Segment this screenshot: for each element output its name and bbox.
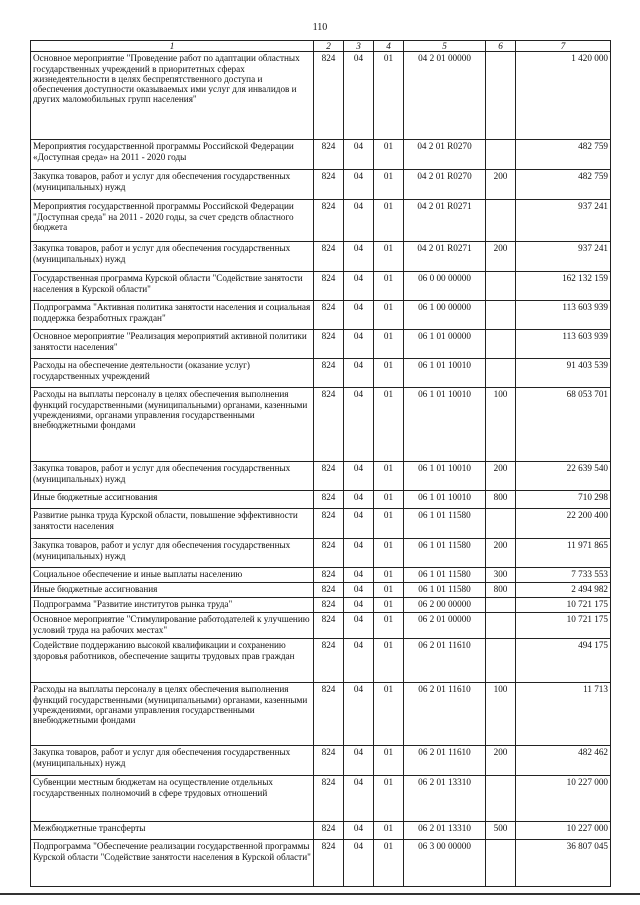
cell-pr: 01 bbox=[374, 583, 404, 598]
cell-rz: 04 bbox=[344, 509, 374, 539]
cell-name: Расходы на обеспечение деятельности (оказание услуг) государственных учреждений bbox=[31, 359, 314, 388]
page-number: 110 bbox=[312, 22, 328, 33]
cell-rz: 04 bbox=[344, 462, 374, 491]
cell-sum: 482 462 bbox=[516, 746, 611, 776]
cell-sum: 10 227 000 bbox=[516, 822, 611, 840]
cell-ved: 824 bbox=[314, 359, 344, 388]
cell-vr: 200 bbox=[486, 539, 516, 568]
cell-name: Развитие рынка труда Курской области, повышение эффективности занятости населения bbox=[31, 509, 314, 539]
bottom-rule bbox=[0, 893, 640, 895]
cell-csr: 04 2 01 R0270 bbox=[404, 170, 486, 200]
cell-csr: 06 3 00 00000 bbox=[404, 840, 486, 887]
table-row bbox=[31, 539, 611, 568]
cell-rz: 04 bbox=[344, 840, 374, 887]
cell-csr: 06 1 01 11580 bbox=[404, 568, 486, 583]
cell-pr: 01 bbox=[374, 568, 404, 583]
cell-rz: 04 bbox=[344, 170, 374, 200]
table-row bbox=[31, 683, 611, 746]
cell-csr: 06 1 01 11580 bbox=[404, 539, 486, 568]
cell-vr: 200 bbox=[486, 462, 516, 491]
cell-csr: 06 1 01 10010 bbox=[404, 462, 486, 491]
cell-vr: 100 bbox=[486, 388, 516, 462]
cell-rz: 04 bbox=[344, 330, 374, 359]
cell-name: Подпрограмма "Активная политика занятости населения и социальная поддержка безработных граждан" bbox=[31, 301, 314, 330]
cell-csr: 06 2 01 11610 bbox=[404, 683, 486, 746]
cell-pr: 01 bbox=[374, 200, 404, 242]
cell-pr: 01 bbox=[374, 746, 404, 776]
cell-ved: 824 bbox=[314, 822, 344, 840]
cell-vr: 100 bbox=[486, 683, 516, 746]
cell-vr: 800 bbox=[486, 583, 516, 598]
cell-name: Мероприятия государственной программы Российской Федерации "Доступная среда" на 2011 - 2020 годы, за счет средств областного бюджета bbox=[31, 200, 314, 242]
cell-pr: 01 bbox=[374, 509, 404, 539]
header-col-5: 5 bbox=[404, 41, 486, 52]
cell-csr: 06 2 00 00000 bbox=[404, 598, 486, 613]
cell-rz: 04 bbox=[344, 359, 374, 388]
cell-csr: 06 2 01 11610 bbox=[404, 746, 486, 776]
table-row bbox=[31, 301, 611, 330]
cell-pr: 01 bbox=[374, 776, 404, 822]
cell-ved: 824 bbox=[314, 776, 344, 822]
cell-ved: 824 bbox=[314, 52, 344, 140]
table-row bbox=[31, 840, 611, 887]
cell-pr: 01 bbox=[374, 52, 404, 140]
cell-name: Закупка товаров, работ и услуг для обеспечения государственных (муниципальных) нужд bbox=[31, 170, 314, 200]
cell-csr: 06 1 01 10010 bbox=[404, 491, 486, 509]
cell-pr: 01 bbox=[374, 822, 404, 840]
cell-name: Подпрограмма "Развитие институтов рынка труда" bbox=[31, 598, 314, 613]
cell-csr: 06 1 00 00000 bbox=[404, 301, 486, 330]
cell-sum: 162 132 159 bbox=[516, 272, 611, 301]
cell-ved: 824 bbox=[314, 140, 344, 170]
cell-pr: 01 bbox=[374, 683, 404, 746]
cell-vr bbox=[486, 52, 516, 140]
cell-csr: 06 1 01 11580 bbox=[404, 583, 486, 598]
table-row bbox=[31, 613, 611, 639]
cell-name: Закупка товаров, работ и услуг для обеспечения государственных (муниципальных) нужд bbox=[31, 746, 314, 776]
cell-sum: 68 053 701 bbox=[516, 388, 611, 462]
cell-ved: 824 bbox=[314, 509, 344, 539]
cell-rz: 04 bbox=[344, 583, 374, 598]
cell-pr: 01 bbox=[374, 639, 404, 683]
cell-rz: 04 bbox=[344, 822, 374, 840]
cell-vr bbox=[486, 776, 516, 822]
cell-ved: 824 bbox=[314, 746, 344, 776]
cell-pr: 01 bbox=[374, 491, 404, 509]
cell-name: Основное мероприятие "Стимулирование работодателей к улучшению условий труда на рабочих местах" bbox=[31, 613, 314, 639]
cell-name: Мероприятия государственной программы Российской Федерации «Доступная среда» на 2011 - 2020 годы bbox=[31, 140, 314, 170]
table-row bbox=[31, 330, 611, 359]
cell-rz: 04 bbox=[344, 568, 374, 583]
cell-pr: 01 bbox=[374, 613, 404, 639]
cell-sum: 2 494 982 bbox=[516, 583, 611, 598]
cell-csr: 04 2 01 00000 bbox=[404, 52, 486, 140]
cell-sum: 10 227 000 bbox=[516, 776, 611, 822]
cell-csr: 04 2 01 R0271 bbox=[404, 242, 486, 272]
table-row bbox=[31, 583, 611, 598]
cell-ved: 824 bbox=[314, 613, 344, 639]
cell-ved: 824 bbox=[314, 301, 344, 330]
cell-ved: 824 bbox=[314, 539, 344, 568]
cell-rz: 04 bbox=[344, 639, 374, 683]
table-body bbox=[31, 52, 611, 887]
cell-sum: 482 759 bbox=[516, 140, 611, 170]
cell-rz: 04 bbox=[344, 272, 374, 301]
cell-csr: 06 2 01 13310 bbox=[404, 822, 486, 840]
cell-vr bbox=[486, 200, 516, 242]
table-row bbox=[31, 509, 611, 539]
cell-vr: 800 bbox=[486, 491, 516, 509]
cell-rz: 04 bbox=[344, 301, 374, 330]
cell-name: Основное мероприятие "Реализация мероприятий активной политики занятости населения" bbox=[31, 330, 314, 359]
cell-name: Закупка товаров, работ и услуг для обеспечения государственных (муниципальных) нужд bbox=[31, 539, 314, 568]
cell-sum: 494 175 bbox=[516, 639, 611, 683]
table-row bbox=[31, 140, 611, 170]
cell-name: Субвенции местным бюджетам на осуществление отдельных государственных полномочий в сфере трудовых отношений bbox=[31, 776, 314, 822]
cell-ved: 824 bbox=[314, 272, 344, 301]
table-row bbox=[31, 242, 611, 272]
cell-csr: 04 2 01 R0271 bbox=[404, 200, 486, 242]
cell-rz: 04 bbox=[344, 200, 374, 242]
cell-sum: 91 403 539 bbox=[516, 359, 611, 388]
cell-sum: 11 713 bbox=[516, 683, 611, 746]
cell-sum: 937 241 bbox=[516, 242, 611, 272]
cell-vr bbox=[486, 509, 516, 539]
cell-name: Иные бюджетные ассигнования bbox=[31, 583, 314, 598]
cell-sum: 482 759 bbox=[516, 170, 611, 200]
cell-csr: 06 2 01 11610 bbox=[404, 639, 486, 683]
cell-ved: 824 bbox=[314, 568, 344, 583]
cell-rz: 04 bbox=[344, 491, 374, 509]
cell-csr: 04 2 01 R0270 bbox=[404, 140, 486, 170]
cell-csr: 06 1 01 10010 bbox=[404, 359, 486, 388]
cell-sum: 36 807 045 bbox=[516, 840, 611, 887]
table-row bbox=[31, 639, 611, 683]
cell-ved: 824 bbox=[314, 330, 344, 359]
cell-vr bbox=[486, 598, 516, 613]
cell-ved: 824 bbox=[314, 840, 344, 887]
cell-pr: 01 bbox=[374, 301, 404, 330]
cell-name: Расходы на выплаты персоналу в целях обеспечения выполнения функций государственными (муниципальными) органами, казенными учреждениями, органами управления государственными внебюджетными фондами bbox=[31, 388, 314, 462]
cell-name: Иные бюджетные ассигнования bbox=[31, 491, 314, 509]
cell-ved: 824 bbox=[314, 683, 344, 746]
cell-sum: 10 721 175 bbox=[516, 598, 611, 613]
table-row bbox=[31, 52, 611, 140]
cell-csr: 06 1 01 10010 bbox=[404, 388, 486, 462]
cell-rz: 04 bbox=[344, 683, 374, 746]
cell-name: Содействие поддержанию высокой квалификации и сохранению здоровья работников, обеспечение защиты трудовых прав граждан bbox=[31, 639, 314, 683]
cell-vr bbox=[486, 613, 516, 639]
table-row bbox=[31, 170, 611, 200]
table-row bbox=[31, 568, 611, 583]
header-col-7: 7 bbox=[516, 41, 611, 52]
cell-vr: 500 bbox=[486, 822, 516, 840]
cell-sum: 113 603 939 bbox=[516, 301, 611, 330]
cell-pr: 01 bbox=[374, 359, 404, 388]
cell-name: Социальное обеспечение и иные выплаты населению bbox=[31, 568, 314, 583]
cell-rz: 04 bbox=[344, 52, 374, 140]
cell-csr: 06 1 01 11580 bbox=[404, 509, 486, 539]
cell-ved: 824 bbox=[314, 242, 344, 272]
cell-sum: 7 733 553 bbox=[516, 568, 611, 583]
cell-pr: 01 bbox=[374, 598, 404, 613]
cell-name: Межбюджетные трансферты bbox=[31, 822, 314, 840]
cell-vr bbox=[486, 272, 516, 301]
cell-rz: 04 bbox=[344, 388, 374, 462]
cell-sum: 113 603 939 bbox=[516, 330, 611, 359]
cell-pr: 01 bbox=[374, 330, 404, 359]
cell-pr: 01 bbox=[374, 272, 404, 301]
cell-vr bbox=[486, 301, 516, 330]
table-row bbox=[31, 388, 611, 462]
cell-sum: 11 971 865 bbox=[516, 539, 611, 568]
cell-sum: 1 420 000 bbox=[516, 52, 611, 140]
cell-pr: 01 bbox=[374, 462, 404, 491]
cell-sum: 22 200 400 bbox=[516, 509, 611, 539]
table-row bbox=[31, 272, 611, 301]
cell-sum: 937 241 bbox=[516, 200, 611, 242]
cell-vr bbox=[486, 359, 516, 388]
cell-rz: 04 bbox=[344, 598, 374, 613]
cell-csr: 06 0 00 00000 bbox=[404, 272, 486, 301]
cell-rz: 04 bbox=[344, 539, 374, 568]
table-row bbox=[31, 462, 611, 491]
cell-sum: 10 721 175 bbox=[516, 613, 611, 639]
cell-vr: 200 bbox=[486, 170, 516, 200]
cell-ved: 824 bbox=[314, 491, 344, 509]
header-col-6: 6 bbox=[486, 41, 516, 52]
header-col-3: 3 bbox=[344, 41, 374, 52]
cell-name: Закупка товаров, работ и услуг для обеспечения государственных (муниципальных) нужд bbox=[31, 242, 314, 272]
table-row bbox=[31, 776, 611, 822]
header-row bbox=[31, 41, 611, 52]
cell-ved: 824 bbox=[314, 583, 344, 598]
cell-ved: 824 bbox=[314, 388, 344, 462]
cell-vr bbox=[486, 840, 516, 887]
cell-vr bbox=[486, 639, 516, 683]
cell-ved: 824 bbox=[314, 462, 344, 491]
cell-pr: 01 bbox=[374, 840, 404, 887]
cell-csr: 06 1 01 00000 bbox=[404, 330, 486, 359]
cell-ved: 824 bbox=[314, 598, 344, 613]
table-row bbox=[31, 200, 611, 242]
budget-table bbox=[30, 40, 611, 887]
cell-vr: 200 bbox=[486, 746, 516, 776]
cell-ved: 824 bbox=[314, 200, 344, 242]
cell-name: Подпрограмма "Обеспечение реализации государственной программы Курской области "Содействие занятости населения в Курской области" bbox=[31, 840, 314, 887]
cell-rz: 04 bbox=[344, 242, 374, 272]
cell-name: Основное мероприятие "Проведение работ по адаптации областных государственных учреждений в приоритетных сферах жизнедеятельности в целях беспрепятственного доступа и обеспечения доступности оказываемых ими услуг для инвалидов и других маломобильных групп населения" bbox=[31, 52, 314, 140]
cell-vr bbox=[486, 140, 516, 170]
table-row bbox=[31, 746, 611, 776]
cell-pr: 01 bbox=[374, 140, 404, 170]
cell-rz: 04 bbox=[344, 613, 374, 639]
cell-name: Государственная программа Курской области "Содействие занятости населения в Курской области" bbox=[31, 272, 314, 301]
cell-pr: 01 bbox=[374, 242, 404, 272]
table-row bbox=[31, 598, 611, 613]
header-col-4: 4 bbox=[374, 41, 404, 52]
cell-pr: 01 bbox=[374, 388, 404, 462]
cell-vr bbox=[486, 330, 516, 359]
cell-rz: 04 bbox=[344, 746, 374, 776]
header-col-2: 2 bbox=[314, 41, 344, 52]
header-col-1: 1 bbox=[31, 41, 314, 52]
cell-vr: 200 bbox=[486, 242, 516, 272]
cell-name: Расходы на выплаты персоналу в целях обеспечения выполнения функций государственными (муниципальными) органами, казенными учреждениями, органами управления государственными внебюджетными фондами bbox=[31, 683, 314, 746]
cell-pr: 01 bbox=[374, 170, 404, 200]
table-row bbox=[31, 822, 611, 840]
cell-pr: 01 bbox=[374, 539, 404, 568]
cell-rz: 04 bbox=[344, 140, 374, 170]
table-row bbox=[31, 491, 611, 509]
cell-name: Закупка товаров, работ и услуг для обеспечения государственных (муниципальных) нужд bbox=[31, 462, 314, 491]
cell-csr: 06 2 01 13310 bbox=[404, 776, 486, 822]
cell-sum: 22 639 540 bbox=[516, 462, 611, 491]
cell-vr: 300 bbox=[486, 568, 516, 583]
cell-ved: 824 bbox=[314, 170, 344, 200]
cell-rz: 04 bbox=[344, 776, 374, 822]
cell-csr: 06 2 01 00000 bbox=[404, 613, 486, 639]
cell-sum: 710 298 bbox=[516, 491, 611, 509]
cell-ved: 824 bbox=[314, 639, 344, 683]
table-row bbox=[31, 359, 611, 388]
